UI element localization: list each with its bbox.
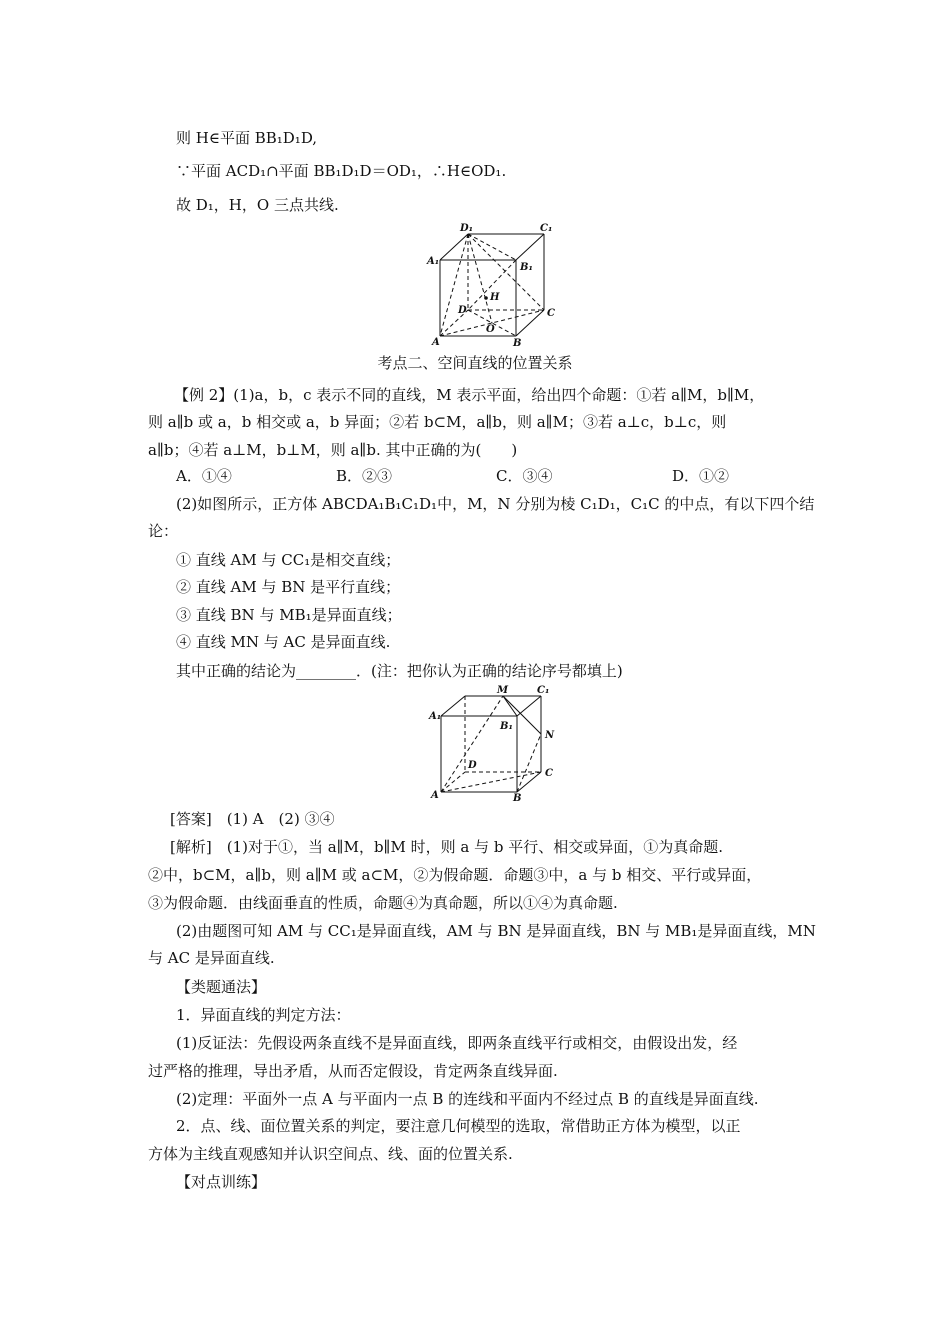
label-o: O bbox=[486, 324, 495, 335]
label-c1: C₁ bbox=[540, 223, 553, 234]
conclusion-4: ④ 直线 MN 与 AC 是异面直线. bbox=[176, 633, 391, 651]
method-item-1: 1．异面直线的判定方法： bbox=[176, 1006, 351, 1024]
method-item-2-line-1: 2．点、线、面位置关系的判定，要注意几何模型的选取，常借助正方体为模型，以正 bbox=[176, 1117, 741, 1135]
option-c: C．③④ bbox=[496, 467, 553, 485]
method-item-2-line-2: 方体为主线直观感知并认识空间点、线、面的位置关系. bbox=[148, 1145, 513, 1163]
label-a: A bbox=[432, 337, 440, 348]
analysis-line-4: (2)由题图可知 AM 与 CC₁是异面直线，AM 与 BN 是异面直线，BN 与 MB₁是异面直线，MN bbox=[176, 922, 816, 940]
analysis-line-3: ③为假命题．由线面垂直的性质，命题④为真命题，所以①④为真命题. bbox=[148, 894, 618, 912]
label-b: B bbox=[513, 793, 522, 802]
practice-heading: 【对点训练】 bbox=[176, 1173, 267, 1191]
label-c: C bbox=[547, 308, 555, 319]
label-c: C bbox=[545, 768, 553, 779]
example2-part2-line-2: 论： bbox=[148, 522, 179, 540]
method-item-1a-line-1: (1)反证法：先假设两条直线不是异面直线，即两条直线平行或相交，由假设出发，经 bbox=[176, 1034, 738, 1052]
proof-line-1: 则 H∈平面 BB₁D₁D, bbox=[176, 129, 318, 147]
option-d: D．①② bbox=[672, 467, 730, 485]
label-c1: C₁ bbox=[537, 685, 550, 696]
option-a: A．①④ bbox=[176, 467, 232, 485]
answer: [答案] (1) A (2) ③④ bbox=[170, 810, 335, 828]
label-n: N bbox=[545, 730, 555, 741]
analysis-line-1: [解析] (1)对于①，当 a∥M，b∥M 时，则 a 与 b 平行、相交或异面，①为真命题. bbox=[170, 838, 723, 856]
label-a1: A₁ bbox=[427, 256, 440, 267]
method-heading: 【类题通法】 bbox=[176, 978, 267, 996]
label-d: D bbox=[468, 760, 477, 771]
proof-line-2: ∵平面 ACD₁∩平面 BB₁D₁D＝OD₁，∴H∈OD₁. bbox=[176, 162, 507, 180]
cube-figure-1 bbox=[420, 220, 560, 352]
label-m: M bbox=[497, 685, 509, 696]
method-item-1b: (2)定理：平面外一点 A 与平面内一点 B 的连线和平面内不经过点 B 的直线是异面直线. bbox=[176, 1090, 759, 1108]
section-title: 考点二、空间直线的位置关系 bbox=[377, 354, 573, 372]
label-a1: A₁ bbox=[429, 711, 442, 722]
label-b: B bbox=[513, 338, 522, 348]
option-b: B．②③ bbox=[336, 467, 393, 485]
cube-figure-2 bbox=[425, 684, 565, 806]
conclusion-1: ① 直线 AM 与 CC₁是相交直线； bbox=[176, 551, 401, 569]
example2-line-2: 则 a∥b 或 a，b 相交或 a，b 异面；②若 b⊂M，a∥b，则 a∥M；③若 a⊥c，b⊥c，则 bbox=[148, 413, 727, 431]
label-b1: B₁ bbox=[520, 262, 533, 273]
label-b1: B₁ bbox=[500, 721, 513, 732]
analysis-line-2: ②中，b⊂M，a∥b，则 a∥M 或 a⊂M，②为假命题．命题③中，a 与 b 相交、平行或异面， bbox=[148, 866, 762, 884]
label-d: D bbox=[458, 305, 467, 316]
method-item-1a-line-2: 过严格的推理，导出矛盾，从而否定假设，肯定两条直线异面. bbox=[148, 1062, 558, 1080]
conclusion-2: ② 直线 AM 与 BN 是平行直线； bbox=[176, 578, 401, 596]
example2-line-3: a∥b；④若 a⊥M，b⊥M，则 a∥b. 其中正确的为( ) bbox=[148, 441, 518, 459]
analysis-line-5: 与 AC 是异面直线. bbox=[148, 949, 275, 967]
label-a: A bbox=[431, 790, 439, 801]
example2-line-1: 【例 2】(1)a，b，c 表示不同的直线，M 表示平面，给出四个命题：①若 a∥M，b∥M， bbox=[174, 386, 765, 404]
proof-line-3: 故 D₁，H，O 三点共线. bbox=[176, 196, 339, 214]
label-d1: D₁ bbox=[460, 223, 474, 234]
example2-part2-line-1: (2)如图所示，正方体 ABCDA₁B₁C₁D₁中，M，N 分别为棱 C₁D₁，C₁C 的中点，有以下四个结 bbox=[176, 495, 815, 513]
conclusion-3: ③ 直线 BN 与 MB₁是异面直线； bbox=[176, 606, 402, 624]
label-h: H bbox=[490, 292, 500, 303]
fill-prompt: 其中正确的结论为________．(注：把你认为正确的结论序号都填上) bbox=[176, 662, 623, 680]
